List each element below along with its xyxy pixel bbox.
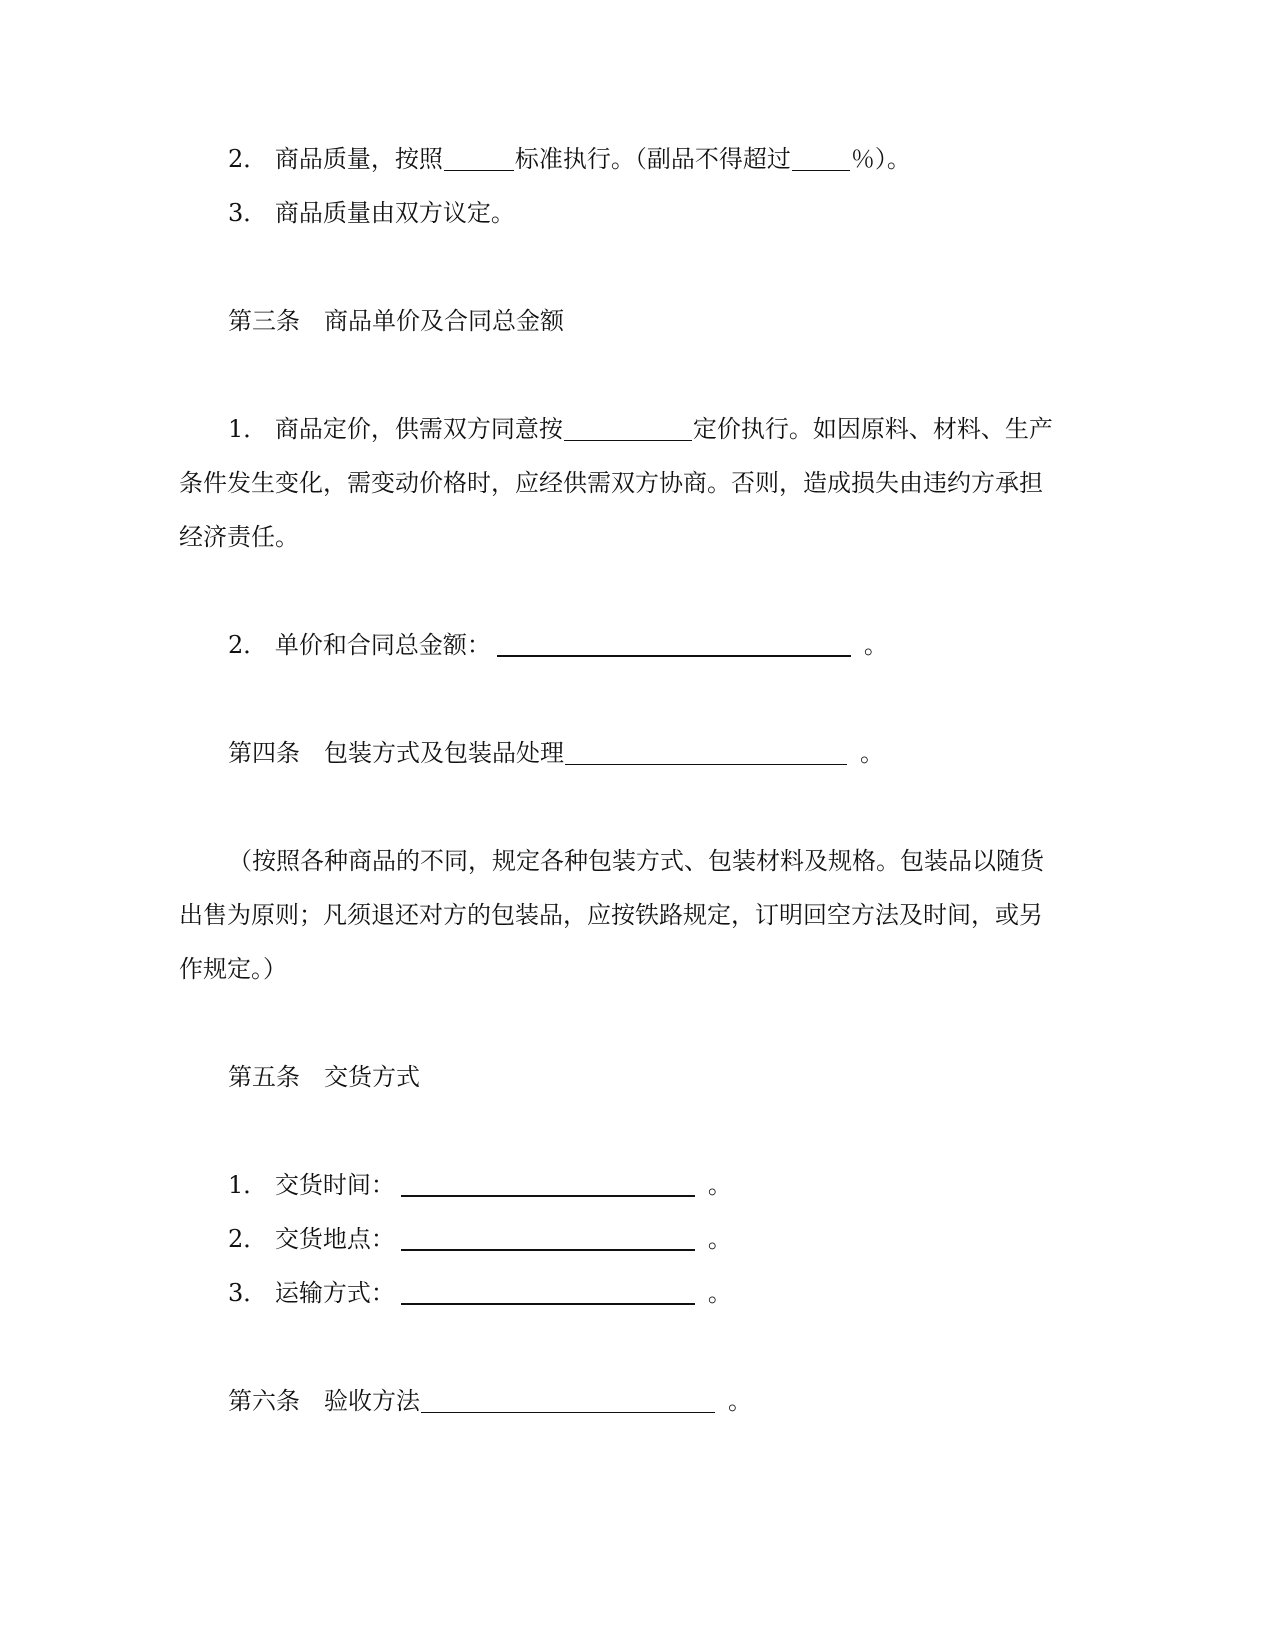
clause-number: 第四条 bbox=[228, 739, 300, 767]
clause-title: 包装方式及包装品处理 bbox=[324, 739, 564, 767]
clause5-item1 bbox=[228, 1170, 732, 1200]
item-end: 。 bbox=[863, 631, 888, 659]
clause5-heading bbox=[228, 1062, 420, 1092]
item-end: 。 bbox=[707, 1279, 732, 1307]
item-end: 。 bbox=[728, 1387, 752, 1415]
transport-method-blank[interactable] bbox=[401, 1279, 695, 1305]
item-number: 1． bbox=[228, 1171, 268, 1199]
item-end: 。 bbox=[707, 1171, 732, 1199]
clause-number: 第三条 bbox=[228, 307, 300, 335]
item-text: ％）。 bbox=[850, 145, 911, 173]
delivery-time-blank[interactable] bbox=[401, 1171, 695, 1197]
clause4-note-line1 bbox=[228, 846, 1044, 876]
acceptance-method-blank[interactable] bbox=[421, 1388, 715, 1413]
clause-title: 商品单价及合同总金额 bbox=[324, 307, 564, 335]
clause6-heading bbox=[228, 1386, 752, 1416]
item-label: 运输方式： bbox=[274, 1279, 395, 1307]
item-text: 经济责任。 bbox=[179, 523, 299, 551]
item-text: 商品定价，供需双方同意按 bbox=[274, 415, 563, 443]
clause4-note-line2 bbox=[179, 900, 1043, 930]
total-amount-blank[interactable] bbox=[497, 631, 851, 657]
note-text: 出售为原则；凡须退还对方的包装品，应按铁路规定，订明回空方法及时间，或另 bbox=[179, 901, 1043, 929]
defect-rate-blank[interactable] bbox=[792, 146, 850, 171]
clause-number: 第六条 bbox=[228, 1387, 300, 1415]
item-end: 。 bbox=[707, 1225, 732, 1253]
item-number: 2． bbox=[228, 631, 268, 659]
item-number: 2． bbox=[228, 145, 268, 173]
clause2-item3 bbox=[228, 198, 515, 228]
pricing-basis-blank[interactable] bbox=[564, 416, 692, 441]
clause-number: 第五条 bbox=[228, 1063, 300, 1091]
item-number: 3． bbox=[228, 199, 268, 227]
item-text: 商品质量由双方议定。 bbox=[274, 199, 515, 227]
item-number: 1． bbox=[228, 415, 268, 443]
clause3-item1-line1 bbox=[228, 414, 1053, 444]
clause4-note-line3 bbox=[179, 954, 287, 984]
clause3-item2 bbox=[228, 630, 888, 660]
note-text: 作规定。） bbox=[179, 955, 287, 983]
quality-standard-blank[interactable] bbox=[444, 146, 514, 171]
note-text: （按照各种商品的不同，规定各种包装方式、包装材料及规格。包装品以随货 bbox=[228, 847, 1044, 875]
item-text: 条件发生变化，需变动价格时，应经供需双方协商。否则，造成损失由违约方承担 bbox=[179, 469, 1043, 497]
clause2-item2 bbox=[228, 144, 911, 174]
delivery-place-blank[interactable] bbox=[401, 1225, 695, 1251]
clause5-item2 bbox=[228, 1224, 732, 1254]
item-label: 交货时间： bbox=[274, 1171, 395, 1199]
item-number: 2． bbox=[228, 1225, 268, 1253]
clause-title: 交货方式 bbox=[324, 1063, 420, 1091]
packaging-blank[interactable] bbox=[565, 740, 847, 765]
clause3-item1-line3 bbox=[179, 522, 299, 552]
clause4-heading bbox=[228, 738, 884, 768]
clause3-heading bbox=[228, 306, 564, 336]
clause5-item3 bbox=[228, 1278, 732, 1308]
item-text: 商品质量，按照 bbox=[274, 145, 443, 173]
item-text: 定价执行。如因原料、材料、生产 bbox=[692, 415, 1053, 443]
item-label: 交货地点： bbox=[274, 1225, 395, 1253]
item-end: 。 bbox=[860, 739, 884, 767]
item-label: 单价和合同总金额： bbox=[274, 631, 491, 659]
clause3-item1-line2 bbox=[179, 468, 1043, 498]
clause-title: 验收方法 bbox=[324, 1387, 420, 1415]
item-text: 标准执行。（副品不得超过 bbox=[514, 145, 791, 173]
item-number: 3． bbox=[228, 1279, 268, 1307]
